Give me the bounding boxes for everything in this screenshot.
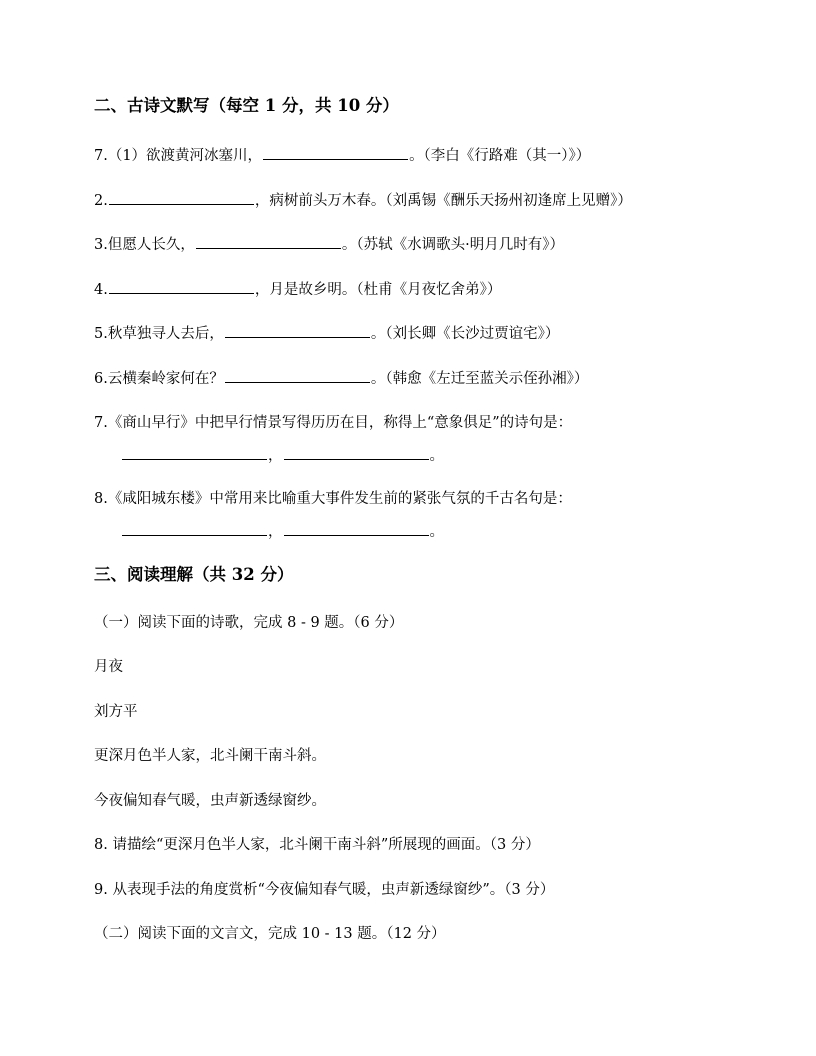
question-4	[94, 279, 501, 300]
question-6	[94, 368, 588, 389]
question-8-answer-row	[121, 521, 444, 542]
answer-blank[interactable]	[284, 521, 429, 536]
poem-line: 今夜偏知春气暖，虫声新透绿窗纱。	[94, 793, 326, 809]
question-number: 2.	[94, 193, 108, 209]
period: 。	[429, 448, 444, 464]
question-8-reading: 8. 请描绘“更深月色半人家，北斗阑干南斗斜”所展现的画面。（3 分）	[94, 837, 540, 853]
question-7-answer-row	[121, 445, 444, 466]
answer-blank[interactable]	[284, 445, 429, 460]
question-5	[94, 323, 559, 344]
answer-blank[interactable]	[225, 368, 370, 383]
question-text: 5.秋草独寻人去后，	[94, 326, 224, 342]
question-text: 3.但愿人长久，	[94, 237, 195, 253]
question-9-reading: 9. 从表现手法的角度赏析“今夜偏知春气暖，虫声新透绿窗纱”。（3 分）	[94, 882, 555, 898]
question-source: ，月是故乡明。（杜甫《月夜忆舍弟》）	[254, 282, 502, 298]
part-1-intro: （一）阅读下面的诗歌，完成 8 - 9 题。（6 分）	[94, 615, 404, 631]
separator: ，	[268, 524, 283, 540]
answer-blank[interactable]	[122, 521, 267, 536]
answer-blank[interactable]	[109, 190, 254, 205]
part-2-intro: （二）阅读下面的文言文，完成 10 - 13 题。（12 分）	[94, 926, 446, 942]
question-text: 7.（1）欲渡黄河冰塞川，	[94, 148, 263, 164]
poem-author: 刘方平	[94, 704, 138, 720]
question-source: 。（刘长卿《长沙过贾谊宅》）	[370, 326, 560, 342]
question-8-prompt: 8.《咸阳城东楼》中常用来比喻重大事件发生前的紧张气氛的千古名句是：	[94, 491, 572, 507]
answer-blank[interactable]	[109, 279, 254, 294]
poem-title: 月夜	[94, 659, 123, 675]
question-7-1	[94, 145, 590, 166]
question-2	[94, 190, 632, 211]
answer-blank[interactable]	[225, 323, 370, 338]
answer-blank[interactable]	[122, 445, 267, 460]
question-source: 。（李白《行路难（其一）》）	[409, 148, 591, 164]
separator: ，	[268, 448, 283, 464]
section-heading-reading: 三、阅读理解（共 32 分）	[94, 565, 294, 584]
answer-blank[interactable]	[196, 234, 341, 249]
question-source: ，病树前头万木春。（刘禹锡《酬乐天扬州初逢席上见赠》）	[254, 193, 632, 209]
question-7-prompt: 7.《商山早行》中把早行情景写得历历在目，称得上“意象俱足”的诗句是：	[94, 415, 573, 431]
section-heading-recitation: 二、古诗文默写（每空 1 分，共 10 分）	[94, 96, 399, 115]
period: 。	[429, 524, 444, 540]
question-number: 4.	[94, 282, 108, 298]
poem-line: 更深月色半人家，北斗阑干南斗斜。	[94, 748, 326, 764]
question-text: 6.云横秦岭家何在？	[94, 371, 224, 387]
question-source: 。（苏轼《水调歌头·明月几时有》）	[341, 237, 564, 253]
answer-blank[interactable]	[263, 145, 408, 160]
question-3	[94, 234, 564, 255]
question-source: 。（韩愈《左迁至蓝关示侄孙湘》）	[370, 371, 589, 387]
